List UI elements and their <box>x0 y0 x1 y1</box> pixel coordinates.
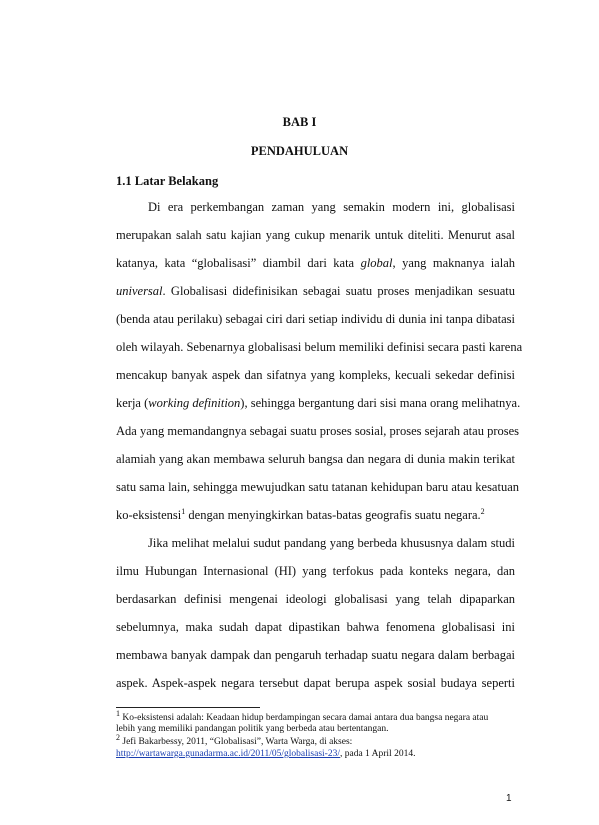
footnote-1: $^1$ Ko-eksistensi adalah: Keadaan hidup berdampingan secara damai antara dua bangsa negara atau <box>116 708 489 723</box>
footnote-divider <box>116 707 260 708</box>
text-line: alamiah yang akan membawa seluruh bangsa dan negara di dunia makin terikat <box>116 452 515 466</box>
text-line: merupakan salah satu kajian yang cukup menarik untuk diteliti. Menurut asal <box>116 228 515 242</box>
text-line: sebelumnya, maka sudah dapat dipastikan bahwa fenomena globalisasi ini <box>116 620 515 634</box>
chapter-label: BAB I <box>282 115 317 129</box>
italic-term: universal <box>116 284 163 298</box>
text-line: Jika melihat melalui sudut pandang yang berbeda khususnya dalam studi <box>148 536 515 550</box>
text-line: Ada yang memandangnya sebagai suatu proses sosial, proses sejarah atau proses <box>116 424 520 438</box>
chapter-title: PENDAHULUAN <box>250 144 349 158</box>
italic-term: global <box>360 256 393 270</box>
page-number: 1 <box>506 793 512 804</box>
text-line: katanya, kata “globalisasi” diambil dari kata global, yang maknanya ialah <box>116 256 515 270</box>
section-title: 1.1 Latar Belakang <box>116 174 219 188</box>
text-line: ko-eksistensi$^1$ dengan menyingkirkan batas-batas geografis suatu negara.$^2$ <box>116 506 485 522</box>
text-line: berdasarkan definisi mengenai ideologi globalisasi yang telah dipaparkan <box>116 592 515 606</box>
text-line: mencakup banyak aspek dan sifatnya yang kompleks, kecuali sekedar definisi <box>116 368 515 382</box>
text-line: ilmu Hubungan Internasional (HI) yang terfokus pada konteks negara, dan <box>116 564 515 578</box>
footnote-2: $^2$ Jefi Bakarbessy, 2011, “Globalisasi”, Warta Warga, di akses: <box>116 732 353 747</box>
text-line: kerja (working definition), sehingga bergantung dari sisi mana orang melihatnya. <box>116 396 521 410</box>
footnote-ref[interactable]: 2 <box>480 506 485 516</box>
text-line: membawa banyak dampak dan pengaruh terhadap suatu negara dalam berbagai <box>116 648 515 662</box>
text-line: satu sama lain, sehingga mewujudkan satu tatanan kehidupan baru atau kesatuan <box>116 480 519 494</box>
footnote-link[interactable]: http://wartawarga.gunadarma.ac.id/2011/05/globalisasi-23/ <box>116 749 340 759</box>
text-line: Di era perkembangan zaman yang semakin modern ini, globalisasi <box>148 200 515 214</box>
italic-term: working definition <box>148 396 241 410</box>
text-line: (benda atau perilaku) sebagai ciri dari setiap individu di dunia ini tanpa dibatasi <box>116 312 515 326</box>
text-line: universal. Globalisasi didefinisikan sebagai suatu proses menjadikan sesuatu <box>116 284 515 298</box>
footnote-ref[interactable]: 1 <box>181 506 186 516</box>
footnote-1-cont: lebih yang memiliki pandangan politik yang berbeda atau bertentangan. <box>116 724 389 734</box>
text-line: oleh wilayah. Sebenarnya globalisasi belum memiliki definisi secara pasti karena <box>116 340 523 354</box>
footnote-2-cont: http://wartawarga.gunadarma.ac.id/2011/05/globalisasi-23/, pada 1 April 2014. <box>116 749 416 759</box>
text-line: aspek. Aspek-aspek negara tersebut dapat berupa aspek sosial budaya seperti <box>116 676 515 690</box>
